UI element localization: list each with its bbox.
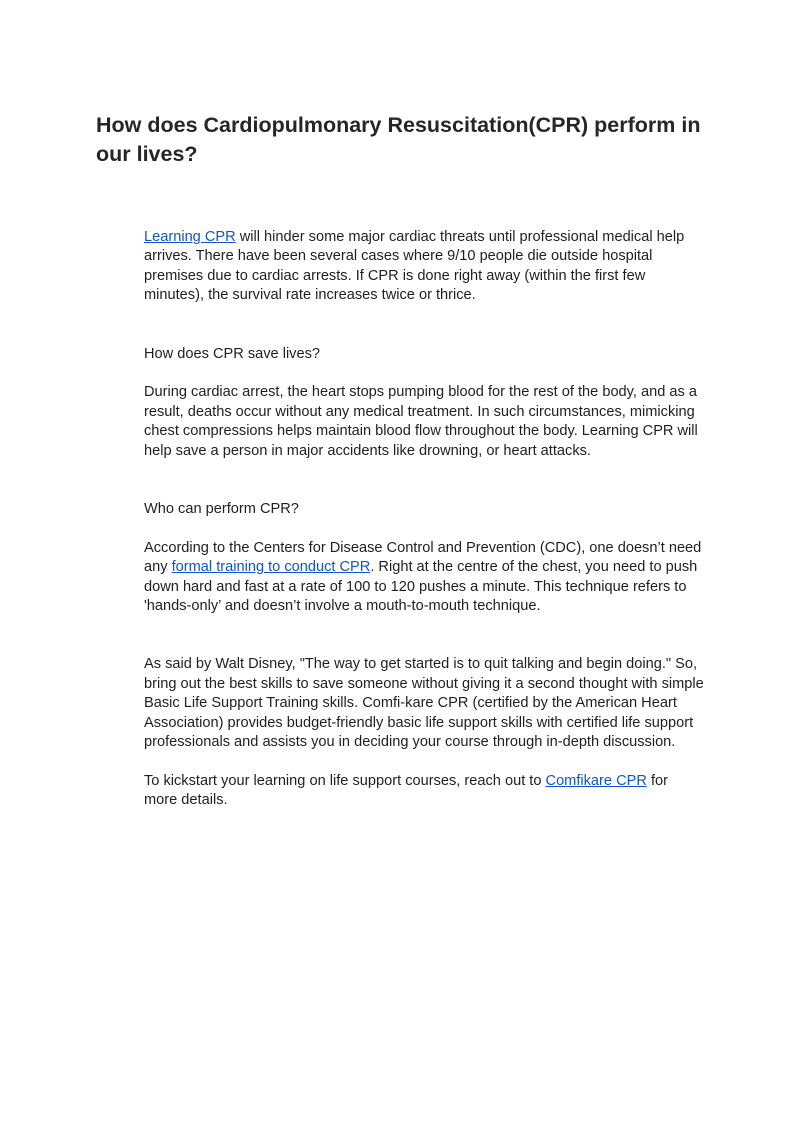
intro-text: will hinder some major cardiac threats until professional medical help arrives. There have been several cases where 9/10 people die outside hospital premises due to cardiac arrests. If CPR is done right away (within the first few minutes), the survival rate increases twice or thrice. (144, 229, 685, 304)
cta-text-before: To kickstart your learning on life support courses, reach out to (144, 772, 546, 789)
comfikare-cpr-link[interactable]: Comfikare CPR (545, 772, 647, 789)
cdc-text-before: According to the Centers for Disease Control and Prevention (CDC), one doesn’t need any (144, 539, 702, 576)
formal-training-link[interactable]: formal training to conduct CPR (171, 559, 371, 576)
cta-text-after: for more details. (144, 772, 668, 809)
article-body (144, 228, 704, 811)
section-heading-save-lives: How does CPR save lives? (144, 345, 321, 362)
walt-disney-paragraph: As said by Walt Disney, "The way to get started is to quit talking and begin doing." So, bring out the best skills to save someone without giving it a second thought with simple Basic Life Support Training skills. Comfi-kare CPR (certified by the American Heart Association) provides budget-friendly basic life support skills with certified life support professionals and assists you in deciding your course through in-depth discussion. (144, 656, 704, 751)
cdc-text-after: . Right at the centre of the chest, you need to push down hard and fast at a rate of 100 to 120 pushes a minute. This technique refers to 'hands-only’ and doesn’t involve a mouth-to-mouth technique. (144, 559, 698, 615)
intro-paragraph (144, 228, 704, 306)
section-heading-who-can-perform: Who can perform CPR? (144, 501, 299, 518)
who-can-perform-paragraph (144, 539, 704, 617)
learning-cpr-link[interactable]: Learning CPR (144, 229, 236, 245)
cta-paragraph (144, 772, 704, 811)
save-lives-paragraph: During cardiac arrest, the heart stops pumping blood for the rest of the body, and as a result, deaths occur without any medical treatment. In such circumstances, mimicking chest compressions helps maintain blood flow throughout the body. Learning CPR will help save a person in major accidents like drowning, or heart attacks. (144, 384, 698, 459)
page-title: How does Cardiopulmonary Resuscitation(CPR) perform in our lives? (96, 113, 701, 166)
